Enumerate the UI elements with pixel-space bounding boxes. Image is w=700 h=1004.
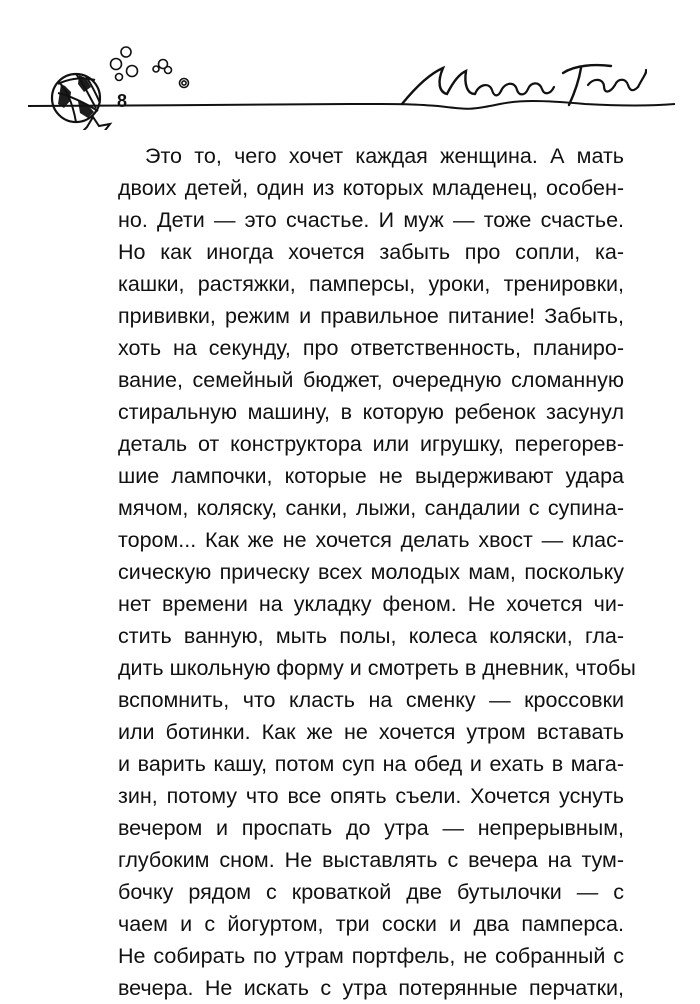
page-body-text	[118, 140, 636, 1004]
paragraph-line: вечером и проспать до утра — непрерывным,	[118, 816, 624, 840]
paragraph-line: бочку рядом с кроваткой две бутылочки — с	[118, 880, 624, 904]
paragraph-line: вспомнить, что класть на сменку — кроссовки	[118, 688, 624, 712]
paragraph-line: мячом, коляску, санки, лыжи, сандалии с супина-	[118, 496, 624, 520]
paragraph-line: Это то, чего хочет каждая женщина. А мать	[145, 144, 624, 168]
paragraph-line: зин, потому что все опять съели. Хочется уснуть	[118, 784, 624, 808]
star-icon	[79, 117, 110, 130]
paragraph-line: вание, семейный бюджет, очередную сломанную	[118, 368, 624, 392]
paragraph-line: но. Дети — это счастье. И муж — тоже счастье.	[118, 208, 624, 232]
paragraph-line: сическую прическу всех молодых мам, поскольку	[118, 560, 624, 584]
paragraph-line: чаем и с йогуртом, три соски и два памперса.	[118, 912, 624, 936]
page-header	[0, 0, 700, 130]
paragraph-line: двоих детей, один из которых младенец, особен-	[118, 176, 624, 200]
paragraph-line: Не собирать по утрам портфель, не собранный с	[118, 944, 624, 968]
beach-ball-icon	[52, 74, 100, 122]
page-number: 8	[117, 91, 128, 111]
paragraph-line: тором... Как же не хочется делать хвост — клас-	[118, 528, 624, 552]
paragraph-line: стиральную машину, в которую ребенок засунул	[118, 400, 624, 424]
paragraph-line: и варить кашу, потом суп на обед и ехать в мага-	[118, 752, 624, 776]
paragraph-line: кашки, растяжки, памперсы, уроки, тренировки,	[118, 272, 624, 296]
paragraph-line: глубоким сном. Не выставлять с вечера на тум-	[118, 848, 624, 872]
paragraph-line: вечера. Не искать с утра потерянные перчатки,	[118, 976, 624, 1000]
paragraph-line: нет времени на укладку феном. Не хочется чи-	[118, 592, 624, 616]
paragraph-line: Но как иногда хочется забыть про сопли, ка-	[118, 240, 624, 264]
paragraph-line: стить ванную, мыть полы, колеса коляски, гла-	[118, 624, 624, 648]
paragraph-line: прививки, режим и правильное питание! Забыть,	[118, 304, 624, 328]
bubbles-icon	[111, 47, 189, 88]
paragraph-line: хоть на секунду, про ответственность, планиро-	[118, 336, 624, 360]
paragraph-line: деталь от конструктора или игрушку, перегорев-	[118, 432, 624, 456]
paragraph-line: дить школьную форму и смотреть в дневник, чтобы	[118, 656, 636, 680]
paragraph-line: или ботинки. Как же не хочется утром вставать	[118, 720, 624, 744]
paragraph-line: шие лампочки, которые не выдерживают удара	[118, 464, 624, 488]
